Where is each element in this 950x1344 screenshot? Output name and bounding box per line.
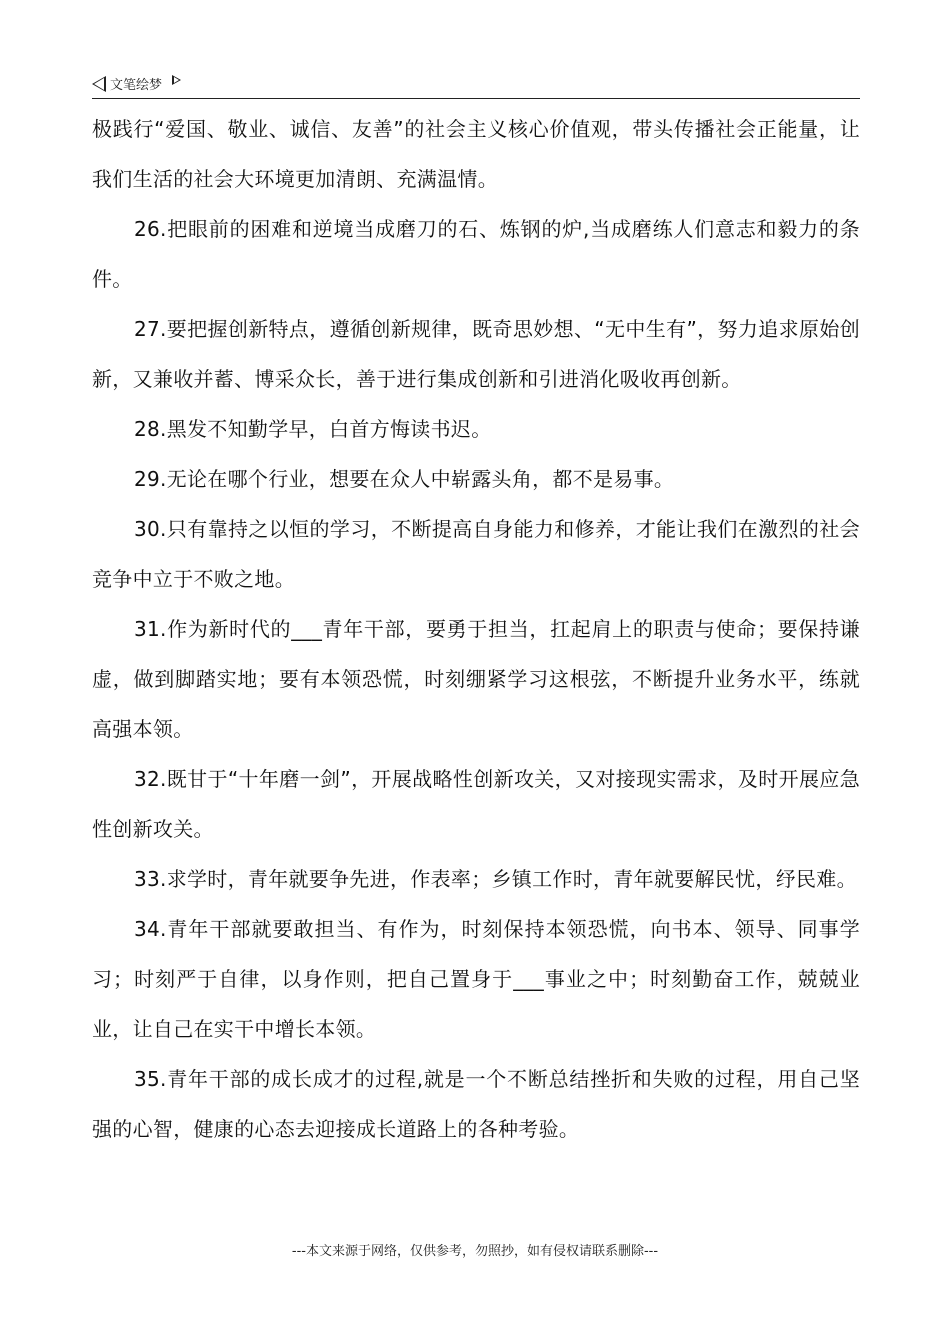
triangle-left-icon	[92, 76, 106, 92]
paragraph: 28.黑发不知勤学早，白首方悔读书迟。	[134, 417, 492, 441]
paragraph: 30.只有靠持之以恒的学习，不断提高自身能力和修养，才能让我们在激烈的社会竞争中立于不败之地。	[92, 517, 860, 591]
paragraph: 35.青年干部的成长成才的过程,就是一个不断总结挫折和失败的过程，用自己坚强的心智，健康的心态去迎接成长道路上的各种考验。	[92, 1067, 860, 1141]
paragraph: 26.把眼前的困难和逆境当成磨刀的石、炼钢的炉,当成磨练人们意志和毅力的条件。	[92, 217, 860, 291]
paragraph: 32.既甘于“十年磨一剑”，开展战略性创新攻关，又对接现实需求，及时开展应急性创新攻关。	[92, 767, 860, 841]
paragraph: 极践行“爱国、敬业、诚信、友善”的社会主义核心价值观，带头传播社会正能量，让我们生活的社会大环境更加清朗、充满温情。	[92, 117, 860, 191]
paragraph: 27.要把握创新特点，遵循创新规律，既奇思妙想、“无中生有”，努力追求原始创新，又兼收并蓄、博采众长，善于进行集成创新和引进消化吸收再创新。	[92, 317, 860, 391]
header-brand	[92, 74, 181, 93]
triangle-right-icon	[172, 75, 181, 85]
paragraph: 34.青年干部就要敢担当、有作为，时刻保持本领恐慌，向书本、领导、同事学习；时刻严于自律，以身作则，把自己置身于___事业之中；时刻勤奋工作，兢兢业业，让自己在实干中增长本领。	[92, 917, 860, 1041]
page-header	[92, 72, 860, 99]
brand-title: 文笔绘梦	[110, 78, 163, 93]
page-footer: ---本文来源于网络，仅供参考，勿照抄，如有侵权请联系删除---	[291, 1244, 659, 1259]
paragraph: 29.无论在哪个行业，想要在众人中崭露头角，都不是易事。	[134, 467, 675, 491]
paragraph: 31.作为新时代的___青年干部，要勇于担当，扛起肩上的职责与使命；要保持谦虚，做到脚踏实地；要有本领恐慌，时刻绷紧学习这根弦，不断提升业务水平，练就高强本领。	[92, 617, 860, 741]
document-body	[92, 104, 860, 1154]
paragraph: 33.求学时，青年就要争先进，作表率；乡镇工作时，青年就要解民忧，纾民难。	[134, 867, 857, 891]
